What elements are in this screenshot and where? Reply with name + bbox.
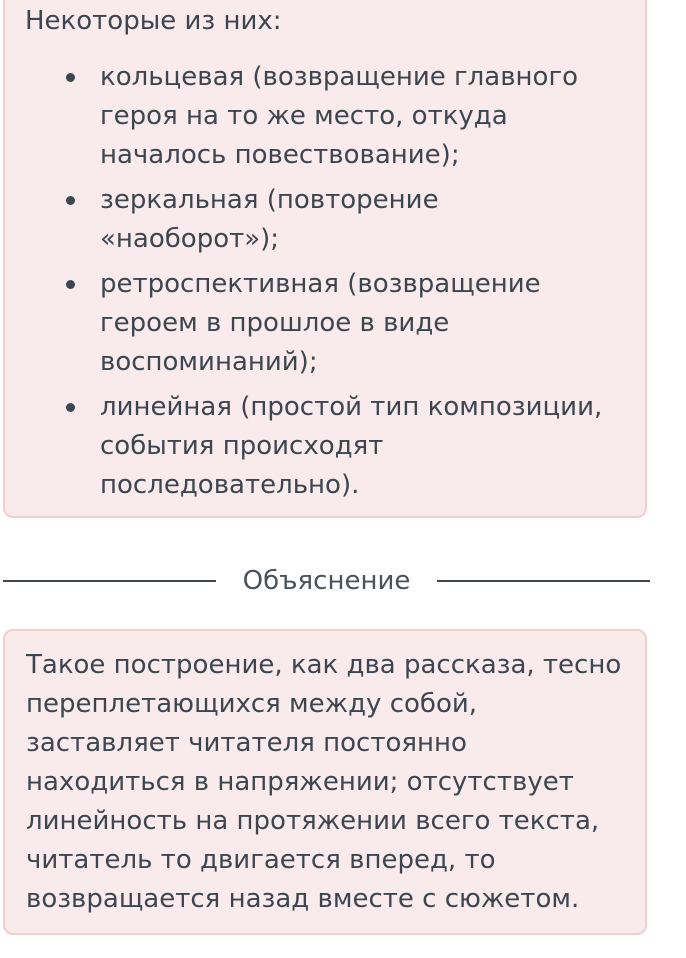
explanation-card: [3, 629, 647, 935]
divider-line-left: [3, 580, 216, 582]
card-intro-text: Некоторые из них:: [25, 6, 282, 36]
list-item-text: линейная (простой тип композиции, события происходят последовательно).: [100, 392, 603, 500]
explanation-heading: Объяснение: [242, 566, 411, 596]
divider-line-right: [437, 580, 650, 582]
list-item-text: кольцевая (возвращение главного героя на то же место, откуда началось повествование);: [100, 62, 579, 170]
list-item: [5, 265, 625, 382]
list-item: [5, 181, 625, 259]
bullet-icon: [66, 196, 75, 205]
list-item-text: зеркальная (повторение «наоборот»);: [100, 185, 439, 254]
list-item-text: ретроспективная (возвращение героем в прошлое в виде воспоминаний);: [100, 269, 541, 377]
list-item: [5, 388, 625, 505]
bullet-icon: [66, 73, 75, 82]
bullet-icon: [66, 403, 75, 412]
bullet-icon: [66, 280, 75, 289]
list-item: [5, 58, 625, 175]
composition-types-list: [5, 58, 625, 511]
composition-types-card: [3, 0, 647, 518]
explanation-text: Такое построение, как два рассказа, тесно переплетающихся между собой, заставляет читателя постоянно находиться в напряжении; отсутствует линейность на протяжении всего текста, читатель то двигается вперед, то возвращается назад вместе с сюжетом.: [26, 650, 622, 914]
explanation-divider: [0, 560, 650, 602]
